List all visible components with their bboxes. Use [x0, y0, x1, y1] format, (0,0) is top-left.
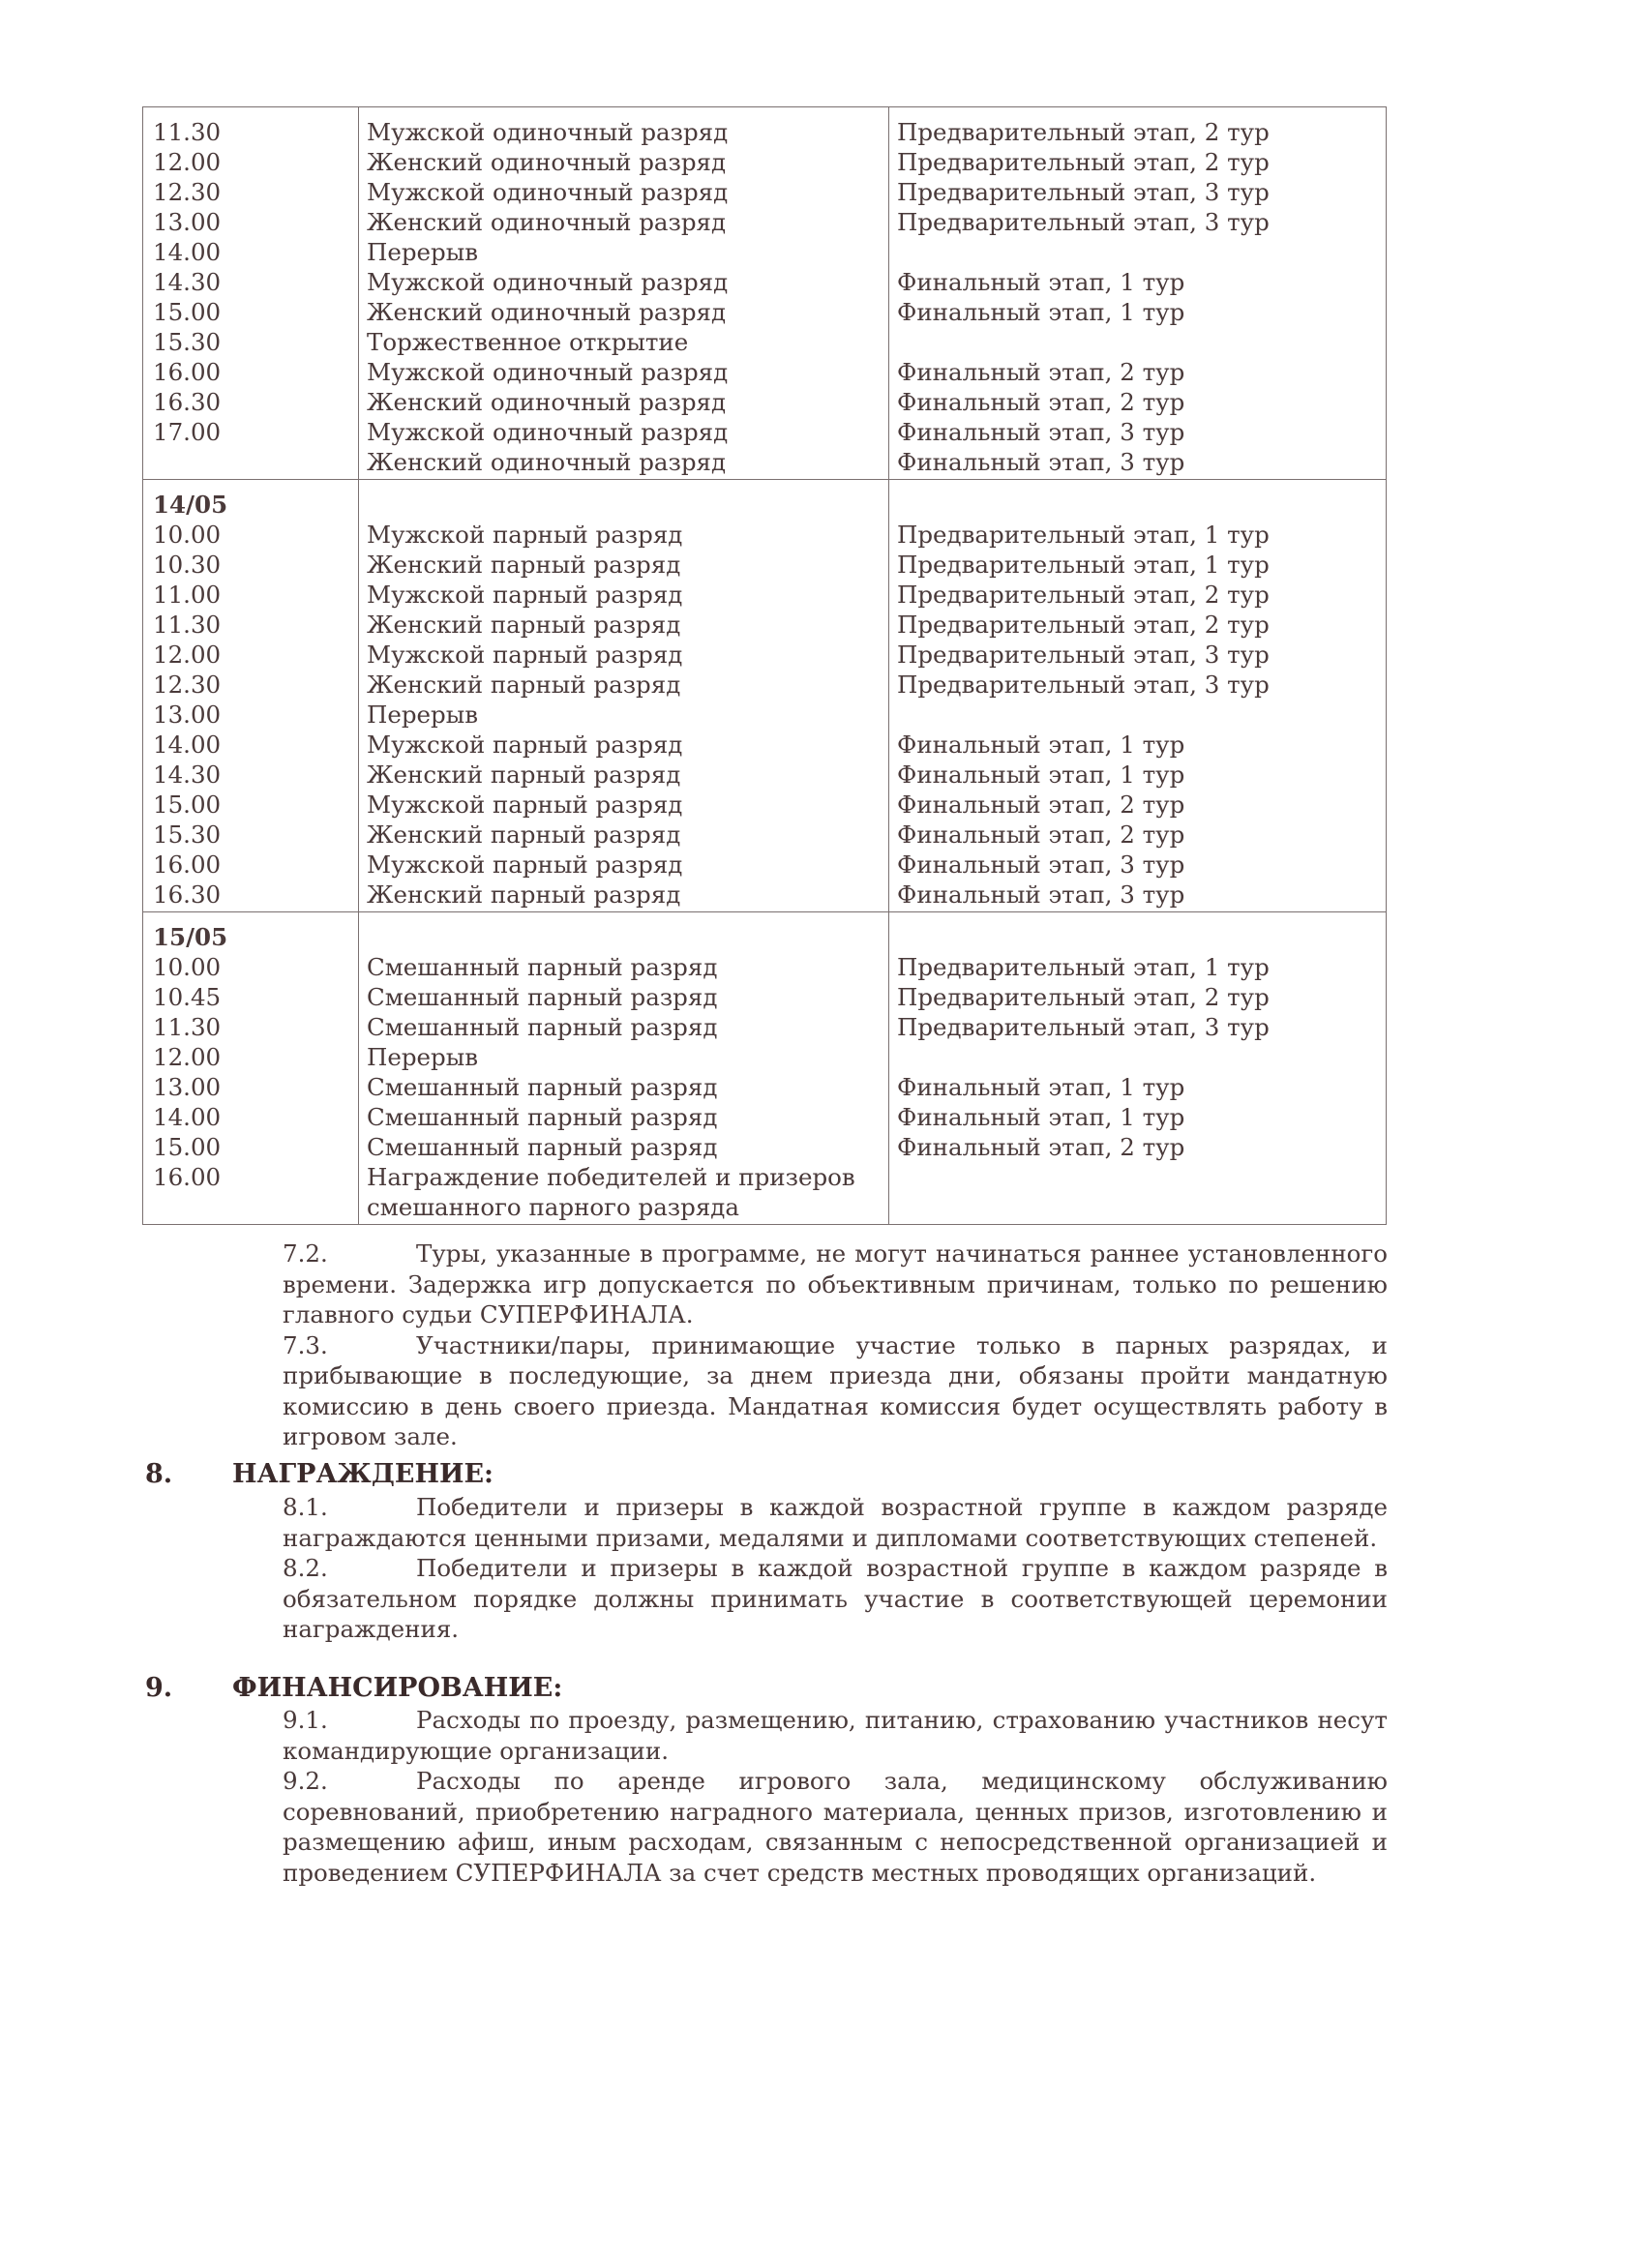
event-column	[359, 912, 889, 1225]
schedule-time: 15.00	[153, 1133, 222, 1161]
schedule-time: 16.30	[153, 880, 222, 909]
schedule-stage: Финальный этап, 2 тур	[897, 821, 1185, 849]
schedule-event: Смешанный парный разряд	[367, 1133, 718, 1161]
event-column	[359, 107, 889, 480]
clause-text: Расходы по проезду, размещению, питанию, страхованию участников несут командирующие организации.	[283, 1706, 1388, 1765]
schedule-stage: Финальный этап, 2 тур	[897, 1133, 1185, 1161]
schedule-stage: Предварительный этап, 2 тур	[897, 983, 1270, 1011]
schedule-event: Женский одиночный разряд	[367, 298, 727, 326]
schedule-event: Мужской одиночный разряд	[367, 358, 729, 386]
section-9-body	[283, 1705, 1388, 1888]
schedule-stage: Предварительный этап, 2 тур	[897, 581, 1270, 609]
schedule-block	[143, 912, 1387, 1225]
schedule-stage	[897, 1162, 1378, 1192]
schedule-stage: Предварительный этап, 3 тур	[897, 208, 1270, 236]
schedule-stage	[897, 1042, 1378, 1072]
schedule-event: Мужской одиночный разряд	[367, 118, 729, 146]
section-8-body	[283, 1492, 1388, 1645]
schedule-time: 12.00	[153, 641, 222, 669]
schedule-event: Женский парный разряд	[367, 671, 681, 699]
schedule-time: 17.00	[153, 418, 222, 446]
schedule-time: 15.00	[153, 298, 222, 326]
schedule-event: Перерыв	[367, 238, 479, 266]
section-9-number: 9.	[145, 1673, 173, 1703]
schedule-time: 10.45	[153, 983, 222, 1011]
schedule-event: Смешанный парный разряд	[367, 1013, 718, 1041]
schedule-event: Женский одиночный разряд	[367, 148, 727, 176]
stage-column	[889, 107, 1387, 480]
schedule-time: 10.30	[153, 551, 222, 579]
schedule-stage: Предварительный этап, 3 тур	[897, 178, 1270, 206]
section-8-number: 8.	[145, 1459, 173, 1489]
schedule-event: Женский парный разряд	[367, 821, 681, 849]
clause-text: Туры, указанные в программе, не могут начинаться раннее установленного времени. Задержка игр допускается по объективным причинам, только по решению главного судьи СУПЕРФИНАЛА.	[283, 1239, 1388, 1328]
section-9-title: ФИНАНСИРОВАНИЕ:	[232, 1673, 563, 1703]
schedule-event: Женский одиночный разряд	[367, 208, 727, 236]
schedule-event: Мужской парный разряд	[367, 641, 683, 669]
schedule-stage: Предварительный этап, 1 тур	[897, 551, 1270, 579]
schedule-event: Смешанный парный разряд	[367, 1103, 718, 1131]
schedule-stage	[897, 327, 1378, 357]
schedule-time: 11.30	[153, 118, 222, 146]
stage-column	[889, 480, 1387, 912]
schedule-event: Женский парный разряд	[367, 761, 681, 789]
schedule-table	[142, 106, 1387, 1225]
schedule-stage: Предварительный этап, 3 тур	[897, 1013, 1270, 1041]
schedule-stage: Предварительный этап, 2 тур	[897, 148, 1270, 176]
schedule-time	[153, 447, 350, 477]
schedule-event: Награждение победителей и призеров смешанного парного разряда	[367, 1163, 855, 1221]
schedule-stage: Финальный этап, 1 тур	[897, 1073, 1185, 1101]
schedule-event: Мужской парный разряд	[367, 850, 683, 879]
schedule-time: 11.00	[153, 581, 222, 609]
schedule-event: Перерыв	[367, 701, 479, 729]
schedule-stage: Финальный этап, 3 тур	[897, 880, 1185, 909]
schedule-time: 14.00	[153, 238, 222, 266]
schedule-time: 12.30	[153, 178, 222, 206]
schedule-time: 15.00	[153, 791, 222, 819]
schedule-event: Мужской парный разряд	[367, 731, 683, 759]
schedule-time: 11.30	[153, 1013, 222, 1041]
clause-number: 9.2.	[283, 1767, 328, 1795]
section-8-title: НАГРАЖДЕНИЕ:	[232, 1459, 494, 1489]
schedule-time: 16.00	[153, 850, 222, 879]
schedule-stage: Финальный этап, 1 тур	[897, 1103, 1185, 1131]
schedule-time: 15.30	[153, 821, 222, 849]
schedule-time: 14.30	[153, 268, 222, 296]
section-9-heading	[145, 1673, 562, 1703]
section-8-heading	[145, 1459, 494, 1489]
schedule-event: Смешанный парный разряд	[367, 1073, 718, 1101]
schedule-event: Мужской одиночный разряд	[367, 418, 729, 446]
schedule-time: 13.00	[153, 701, 222, 729]
schedule-stage: Предварительный этап, 1 тур	[897, 521, 1270, 549]
schedule-time: 14.00	[153, 731, 222, 759]
schedule-stage: Финальный этап, 3 тур	[897, 418, 1185, 446]
line-spacer	[367, 490, 881, 520]
schedule-event: Мужской парный разряд	[367, 581, 683, 609]
clause-paragraph	[283, 1238, 1388, 1330]
line-spacer	[367, 922, 881, 952]
section-7-continuation	[283, 1238, 1388, 1452]
stage-column	[889, 912, 1387, 1225]
clause-paragraph	[283, 1553, 1388, 1645]
schedule-time: 10.00	[153, 521, 222, 549]
schedule-time: 12.00	[153, 148, 222, 176]
schedule-stage: Предварительный этап, 1 тур	[897, 953, 1270, 981]
clause-text: Победители и призеры в каждой возрастной группе в каждом разряде награждаются ценными призами, медалями и дипломами соответствующих степеней.	[283, 1493, 1388, 1552]
schedule-time: 16.00	[153, 1163, 222, 1191]
schedule-event: Мужской парный разряд	[367, 791, 683, 819]
clause-text: Участники/пары, принимающие участие только в парных разрядах, и прибывающие в последующие, за днем приезда дни, обязаны пройти мандатную комиссию в день своего приезда. Мандатная комиссия будет осуществлять работу в игровом зале.	[283, 1330, 1388, 1450]
schedule-event: Женский парный разряд	[367, 611, 681, 639]
schedule-event: Перерыв	[367, 1043, 479, 1071]
schedule-stage: Предварительный этап, 2 тур	[897, 118, 1270, 146]
schedule-event: Женский парный разряд	[367, 551, 681, 579]
clause-number: 7.3.	[283, 1330, 328, 1359]
line-spacer	[897, 490, 1378, 520]
time-column	[143, 912, 359, 1225]
schedule-block	[143, 480, 1387, 912]
schedule-time: 12.00	[153, 1043, 222, 1071]
schedule-event: Торжественное открытие	[367, 328, 689, 356]
clause-number: 8.1.	[283, 1493, 328, 1521]
clause-number: 7.2.	[283, 1239, 328, 1268]
clause-number: 9.1.	[283, 1706, 328, 1734]
clause-paragraph	[283, 1705, 1388, 1766]
clause-paragraph	[283, 1766, 1388, 1888]
schedule-stage: Предварительный этап, 2 тур	[897, 611, 1270, 639]
schedule-block	[143, 107, 1387, 480]
schedule-event: Мужской парный разряд	[367, 521, 683, 549]
schedule-time: 14.30	[153, 761, 222, 789]
schedule-stage	[897, 237, 1378, 267]
schedule-stage: Предварительный этап, 3 тур	[897, 671, 1270, 699]
schedule-event: Мужской одиночный разряд	[367, 268, 729, 296]
schedule-stage	[897, 700, 1378, 730]
clause-text: Победители и призеры в каждой возрастной группе в каждом разряде в обязательном порядке должны принимать участие в соответствующей церемонии награждения.	[283, 1554, 1388, 1643]
schedule-stage: Предварительный этап, 3 тур	[897, 641, 1270, 669]
schedule-event: Мужской одиночный разряд	[367, 178, 729, 206]
schedule-time: 13.00	[153, 208, 222, 236]
schedule-time: 16.00	[153, 358, 222, 386]
schedule-date: 14/05	[153, 491, 228, 519]
schedule-stage: Финальный этап, 2 тур	[897, 388, 1185, 416]
time-column	[143, 107, 359, 480]
schedule-time: 12.30	[153, 671, 222, 699]
clause-paragraph	[283, 1492, 1388, 1553]
schedule-stage: Финальный этап, 1 тур	[897, 298, 1185, 326]
schedule-event: Женский одиночный разряд	[367, 448, 727, 476]
schedule-stage: Финальный этап, 3 тур	[897, 850, 1185, 879]
schedule-stage: Финальный этап, 1 тур	[897, 761, 1185, 789]
schedule-stage: Финальный этап, 3 тур	[897, 448, 1185, 476]
schedule-event: Женский парный разряд	[367, 880, 681, 909]
schedule-stage: Финальный этап, 2 тур	[897, 358, 1185, 386]
schedule-stage: Финальный этап, 1 тур	[897, 731, 1185, 759]
schedule-time: 16.30	[153, 388, 222, 416]
schedule-time: 10.00	[153, 953, 222, 981]
schedule-time: 13.00	[153, 1073, 222, 1101]
schedule-event: Смешанный парный разряд	[367, 953, 718, 981]
schedule-stage: Финальный этап, 1 тур	[897, 268, 1185, 296]
clause-number: 8.2.	[283, 1554, 328, 1582]
event-column	[359, 480, 889, 912]
line-spacer	[897, 922, 1378, 952]
schedule-time: 11.30	[153, 611, 222, 639]
schedule-time: 15.30	[153, 328, 222, 356]
schedule-event: Смешанный парный разряд	[367, 983, 718, 1011]
schedule-event: Женский одиночный разряд	[367, 388, 727, 416]
schedule-time: 14.00	[153, 1103, 222, 1131]
clause-paragraph	[283, 1330, 1388, 1452]
schedule-stage: Финальный этап, 2 тур	[897, 791, 1185, 819]
schedule-date: 15/05	[153, 923, 228, 951]
time-column	[143, 480, 359, 912]
clause-text: Расходы по аренде игрового зала, медицинскому обслуживанию соревнований, приобретению наградного материала, ценных призов, изготовлению и размещению афиш, иным расходам, связанным с непосредственной организацией и проведением СУПЕРФИНАЛА за счет средств местных проводящих организаций.	[283, 1767, 1388, 1887]
